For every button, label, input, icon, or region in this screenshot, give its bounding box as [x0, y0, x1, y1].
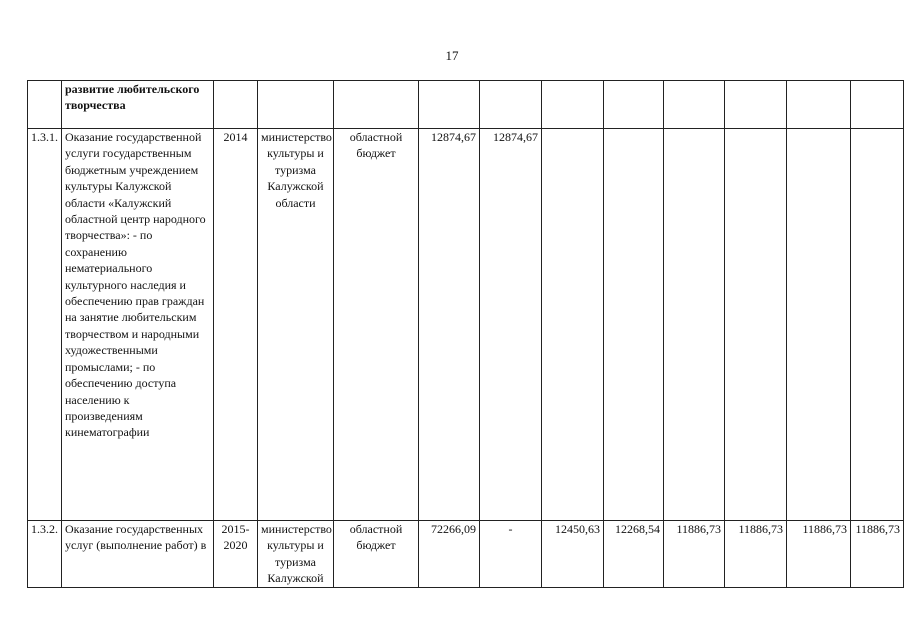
cell-empty — [542, 81, 604, 129]
row-y2015: 12450,63 — [542, 521, 604, 588]
section-title: развитие любительского творчества — [62, 81, 214, 129]
row-source: областной бюджет — [334, 129, 419, 521]
table-row — [28, 521, 904, 588]
section-header-row — [28, 81, 904, 129]
row-year: 2015-2020 — [214, 521, 258, 588]
cell-empty — [851, 81, 904, 129]
row-y2018 — [725, 129, 787, 521]
page-number: 17 — [445, 48, 459, 63]
cell-empty — [787, 81, 851, 129]
row-total: 72266,09 — [419, 521, 480, 588]
cell-empty — [664, 81, 725, 129]
row-description: Оказание государственных услуг (выполнение работ) в — [62, 521, 214, 588]
row-executor: министерство культуры и туризма Калужской — [258, 521, 334, 588]
cell-empty — [258, 81, 334, 129]
row-year: 2014 — [214, 129, 258, 521]
row-executor: министерство культуры и туризма Калужской области — [258, 129, 334, 521]
cell-empty — [480, 81, 542, 129]
row-description: Оказание государственной услуги государственным бюджетным учреждением культуры Калужской области «Калужский областной центр народного творчества»: - по сохранению нематериального культурного наследия и обеспечению прав граждан на занятие любительским творчеством и народными художественными промыслами; - по обеспечению доступа населению к произведениям кинематографии — [62, 129, 214, 521]
row-y2016 — [604, 129, 664, 521]
row-y2018: 11886,73 — [725, 521, 787, 588]
row-y2020: 11886,73 — [851, 521, 904, 588]
row-total: 12874,67 — [419, 129, 480, 521]
row-y2020 — [851, 129, 904, 521]
cell-empty — [419, 81, 480, 129]
row-y2015 — [542, 129, 604, 521]
row-y2014: 12874,67 — [480, 129, 542, 521]
row-y2019: 11886,73 — [787, 521, 851, 588]
cell-empty — [604, 81, 664, 129]
row-y2017: 11886,73 — [664, 521, 725, 588]
table-row — [28, 129, 904, 521]
row-y2019 — [787, 129, 851, 521]
budget-table — [27, 80, 904, 588]
cell-empty — [214, 81, 258, 129]
cell-empty — [334, 81, 419, 129]
row-id: 1.3.1. — [28, 129, 62, 521]
row-id: 1.3.2. — [28, 521, 62, 588]
row-source: областной бюджет — [334, 521, 419, 588]
row-y2014: - — [480, 521, 542, 588]
row-y2016: 12268,54 — [604, 521, 664, 588]
cell-empty — [725, 81, 787, 129]
row-y2017 — [664, 129, 725, 521]
cell-id-empty — [28, 81, 62, 129]
